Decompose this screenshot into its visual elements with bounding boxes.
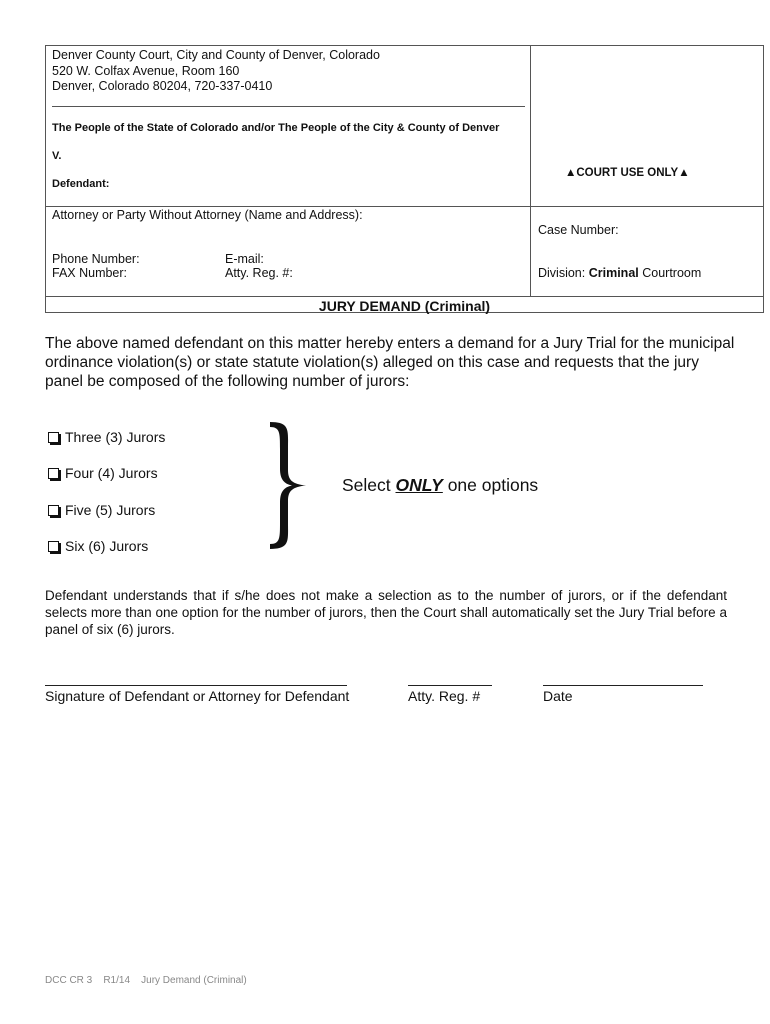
caption-divider-title [45,296,764,297]
division-value: Criminal [588,266,639,280]
court-address-rule [52,106,525,107]
courtroom-label: Courtroom [642,266,702,280]
checkbox-icon[interactable] [48,432,59,443]
defendant-label: Defendant: [52,178,110,190]
caption-divider-vertical [530,45,531,297]
select-note-prefix: Select [342,475,396,495]
court-address: 520 W. Colfax Avenue, Room 160 [52,63,240,78]
caption-divider-middle [45,206,764,207]
intro-paragraph: The above named defendant on this matter hereby enters a demand for a Jury Trial for the municipal ordinance violation(s) or state statute violation(s) alleged on this case and requests that the jury panel be composed of the following number of jurors: [45,335,735,390]
date-line[interactable] [543,685,703,686]
atty-reg-line[interactable] [408,685,492,686]
signature-line[interactable] [45,685,347,686]
signature-label: Signature of Defendant or Attorney for Defendant [45,688,350,704]
division-label: Division: [538,266,586,280]
select-note [342,475,538,496]
signature-atty-reg-label: Atty. Reg. # [408,688,481,704]
atty-reg-label: Atty. Reg. #: [225,266,293,280]
email-label: E-mail: [225,252,264,266]
checkbox-icon[interactable] [48,468,59,479]
division-line [538,266,701,280]
date-label: Date [543,688,573,704]
court-name: Denver County Court, City and County of Denver, Colorado [52,48,380,62]
option-four-jurors[interactable] [48,465,158,481]
plaintiff-line: The People of the State of Colorado and/or The People of the City & County of Denver [52,122,500,134]
select-note-emphasis: ONLY [395,475,443,495]
fax-label: FAX Number: [52,266,128,280]
select-note-suffix: one options [442,475,539,495]
option-label: Four (4) Jurors [65,465,158,481]
court-info [52,48,522,95]
versus-label: V. [52,150,62,162]
checkbox-icon[interactable] [48,541,59,552]
phone-label: Phone Number: [52,252,140,266]
checkbox-icon[interactable] [48,505,59,516]
option-label: Six (6) Jurors [65,538,149,554]
option-label: Five (5) Jurors [65,502,156,518]
attorney-label: Attorney or Party Without Attorney (Name and Address): [52,208,363,222]
form-title: JURY DEMAND (Criminal) [318,298,491,314]
case-number-label: Case Number: [538,223,619,237]
court-use-only: ▲COURT USE ONLY▲ [565,167,690,179]
option-label: Three (3) Jurors [65,429,166,445]
notice-paragraph: Defendant understands that if s/he does not make a selection as to the number of jurors, or if the defendant selects more than one option for the number of jurors, then the Court shall automatically set the Jury Trial before a panel of six (6) jurors. [45,588,727,637]
option-six-jurors[interactable] [48,538,148,554]
right-brace-icon [262,418,312,558]
court-city-phone: Denver, Colorado 80204, 720-337-0410 [52,79,273,93]
option-five-jurors[interactable] [48,502,155,518]
option-three-jurors[interactable] [48,429,165,445]
footer: DCC CR 3 R1/14 Jury Demand (Criminal) [45,975,247,986]
